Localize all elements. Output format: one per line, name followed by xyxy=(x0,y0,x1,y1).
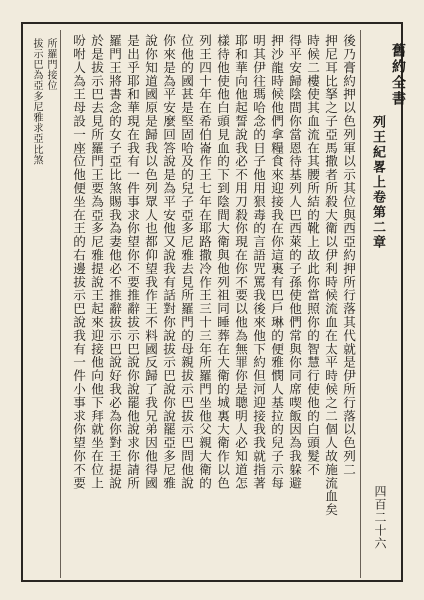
text-column: 吩咐人為王母設一座位他便坐在王的右邊拔示巴說我有一件小事求你望你不要 xyxy=(71,34,86,490)
text-column: 得平安歸陰間你當恩待基列人巴西萊的子孫使他們常與你同席喫飯因為我躲避 xyxy=(287,34,302,490)
text-column: 押沙龍時候他們拿糧食來迎接我在你這裏有巴戶琳的便雅憫人基拉的兒子示每 xyxy=(269,34,284,490)
text-column: 說你知道國原是歸我以色列眾人也都仰望我作王不料國反歸了我兄弟因他得國 xyxy=(143,34,158,490)
text-column: 時候二樓使其血流在其腰所結的靴上故此你當照你的智慧行使他的白頭髮不 xyxy=(305,34,320,477)
text-column: 明其伊往瑪哈念的日子他用狠毒的言語咒罵我後來他下約但河迎接我我就指著 xyxy=(251,34,266,490)
running-title: 舊約全書 xyxy=(390,43,406,107)
text-column: 你來是為平安麼回答說是為平安他又說我有話對你說拔示巴說你說罷亞多尼雅 xyxy=(161,34,176,490)
text-column: 於是拔示巴去見所羅門王要為亞多尼雅提說王起來迎接他向他下拜就坐在位上 xyxy=(89,34,104,490)
text-column: 押尼耳比拏之子亞馬撒者所殺大衛以伊利時候流血在太平時候之二個人故施流血矣 xyxy=(323,34,338,517)
text-column: 後乃膏約押以色列軍以示其位與西亞約押所行落其代就是伊所行落以色列二 xyxy=(341,34,356,477)
book-title xyxy=(368,115,387,250)
text-column: 樣待他使他白頭見血的下到陰間大衛與他列祖同睡葬在大衛的城裏大衛作以色 xyxy=(215,34,230,490)
book-name: 列王紀畧上卷 xyxy=(370,115,385,205)
page-number: 四百二十六 xyxy=(373,485,387,550)
text-column: 耶和華向他起誓說我必不用刀殺你現在你不要以他為無罪你是聰明人必知道怎 xyxy=(233,34,248,490)
side-note: 拔示巴為亞多尼雅求亞比煞 xyxy=(31,38,42,166)
divider xyxy=(60,30,61,578)
divider xyxy=(360,30,361,578)
chapter-label: 第二章 xyxy=(370,205,385,250)
text-column: 位他的國甚是堅固哈及的兒子亞多尼雅去見所羅門的母親拔示巴拔示巴問他說 xyxy=(179,34,194,490)
text-column: 列王四十年在希伯崙作王七年在耶路撒冷作王三十三年所羅門坐他父親大衛的 xyxy=(197,34,212,490)
side-note: 所羅門接位 xyxy=(45,38,56,91)
text-column: 羅門王將書念的女子亞比煞賜我為妻他必不推辭拔示巴說好我必為你對王提說 xyxy=(107,34,122,490)
text-column: 是出乎耶和華現在我有一件事求你望你不要推辭拔示巴說你說罷他說求你請所 xyxy=(125,34,140,490)
